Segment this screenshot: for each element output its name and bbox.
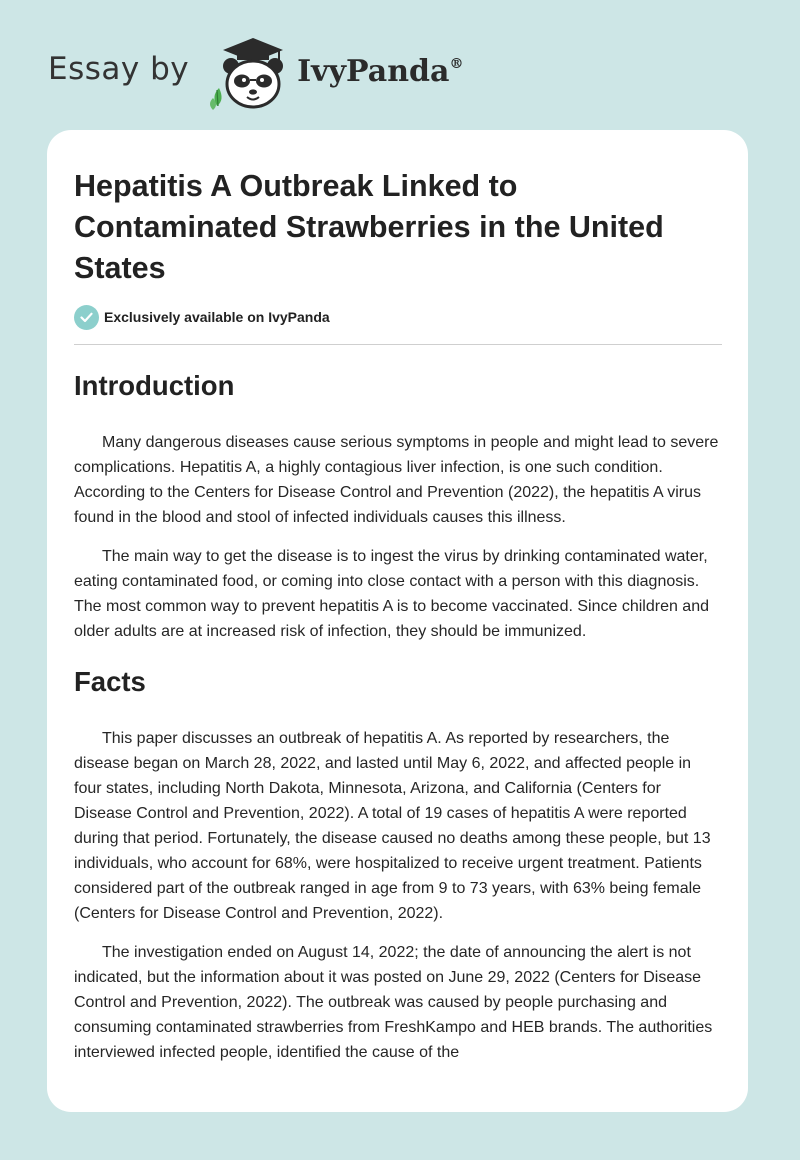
essay-card (47, 130, 748, 1112)
registered-mark: ® (449, 55, 464, 72)
panda-logo-icon[interactable] (207, 32, 293, 112)
exclusive-badge-label: Exclusively available on IvyPanda (104, 309, 330, 325)
section-heading: Introduction (74, 370, 235, 401)
essay-by-label: Essay by (48, 51, 190, 87)
brand-text: IvyPanda (297, 53, 450, 89)
title-divider (74, 344, 722, 345)
paragraph: The investigation ended on August 14, 2022; the date of announcing the alert is not indicated, but the information about it was posted on June 29, 2022 (Centers for Disease Control and Prevention, 2022). The outbreak was caused by people purchasing and consuming contaminated strawberries from FreshKampo and HEB brands. The authorities interviewed infected people, identified the cause of the (74, 944, 713, 1061)
section-facts (74, 666, 722, 1065)
check-circle-icon (74, 305, 99, 330)
site-header (48, 32, 463, 112)
paragraph: This paper discusses an outbreak of hepatitis A. As reported by researchers, the disease began on March 28, 2022, and lasted until May 6, 2022, and affected people in four states, including North Dakota, Minnesota, Arizona, and California (Centers for Disease Control and Prevention, 2022). A total of 19 cases of hepatitis A were reported during that period. Fortunately, the disease caused no deaths among these people, but 13 individuals, who account for 68%, were hospitalized to receive urgent treatment. Patients considered part of the outbreak ranged in age from 9 to 73 years, with 63% being female (Centers for Disease Control and Prevention, 2022). (74, 730, 711, 922)
section-heading: Facts (74, 666, 146, 697)
paragraph: Many dangerous diseases cause serious symptoms in people and might lead to severe complications. Hepatitis A, a highly contagious liver infection, is one such condition. According to the Centers for Disease Control and Prevention (2022), the hepatitis A virus found in the blood and stool of infected individuals causes this illness. (74, 434, 719, 526)
section-introduction (74, 370, 722, 644)
brand-name[interactable] (297, 54, 463, 89)
paragraph: The main way to get the disease is to ingest the virus by drinking contaminated water, eating contaminated food, or coming into close contact with a person with this diagnosis. The most common way to prevent hepatitis A is to become vaccinated. Since children and older adults are at increased risk of infection, they should be immunized. (74, 548, 709, 640)
exclusive-badge (74, 304, 722, 330)
page-title: Hepatitis A Outbreak Linked to Contaminated Strawberries in the United States (74, 169, 664, 285)
panda-graduate-icon (207, 32, 293, 112)
